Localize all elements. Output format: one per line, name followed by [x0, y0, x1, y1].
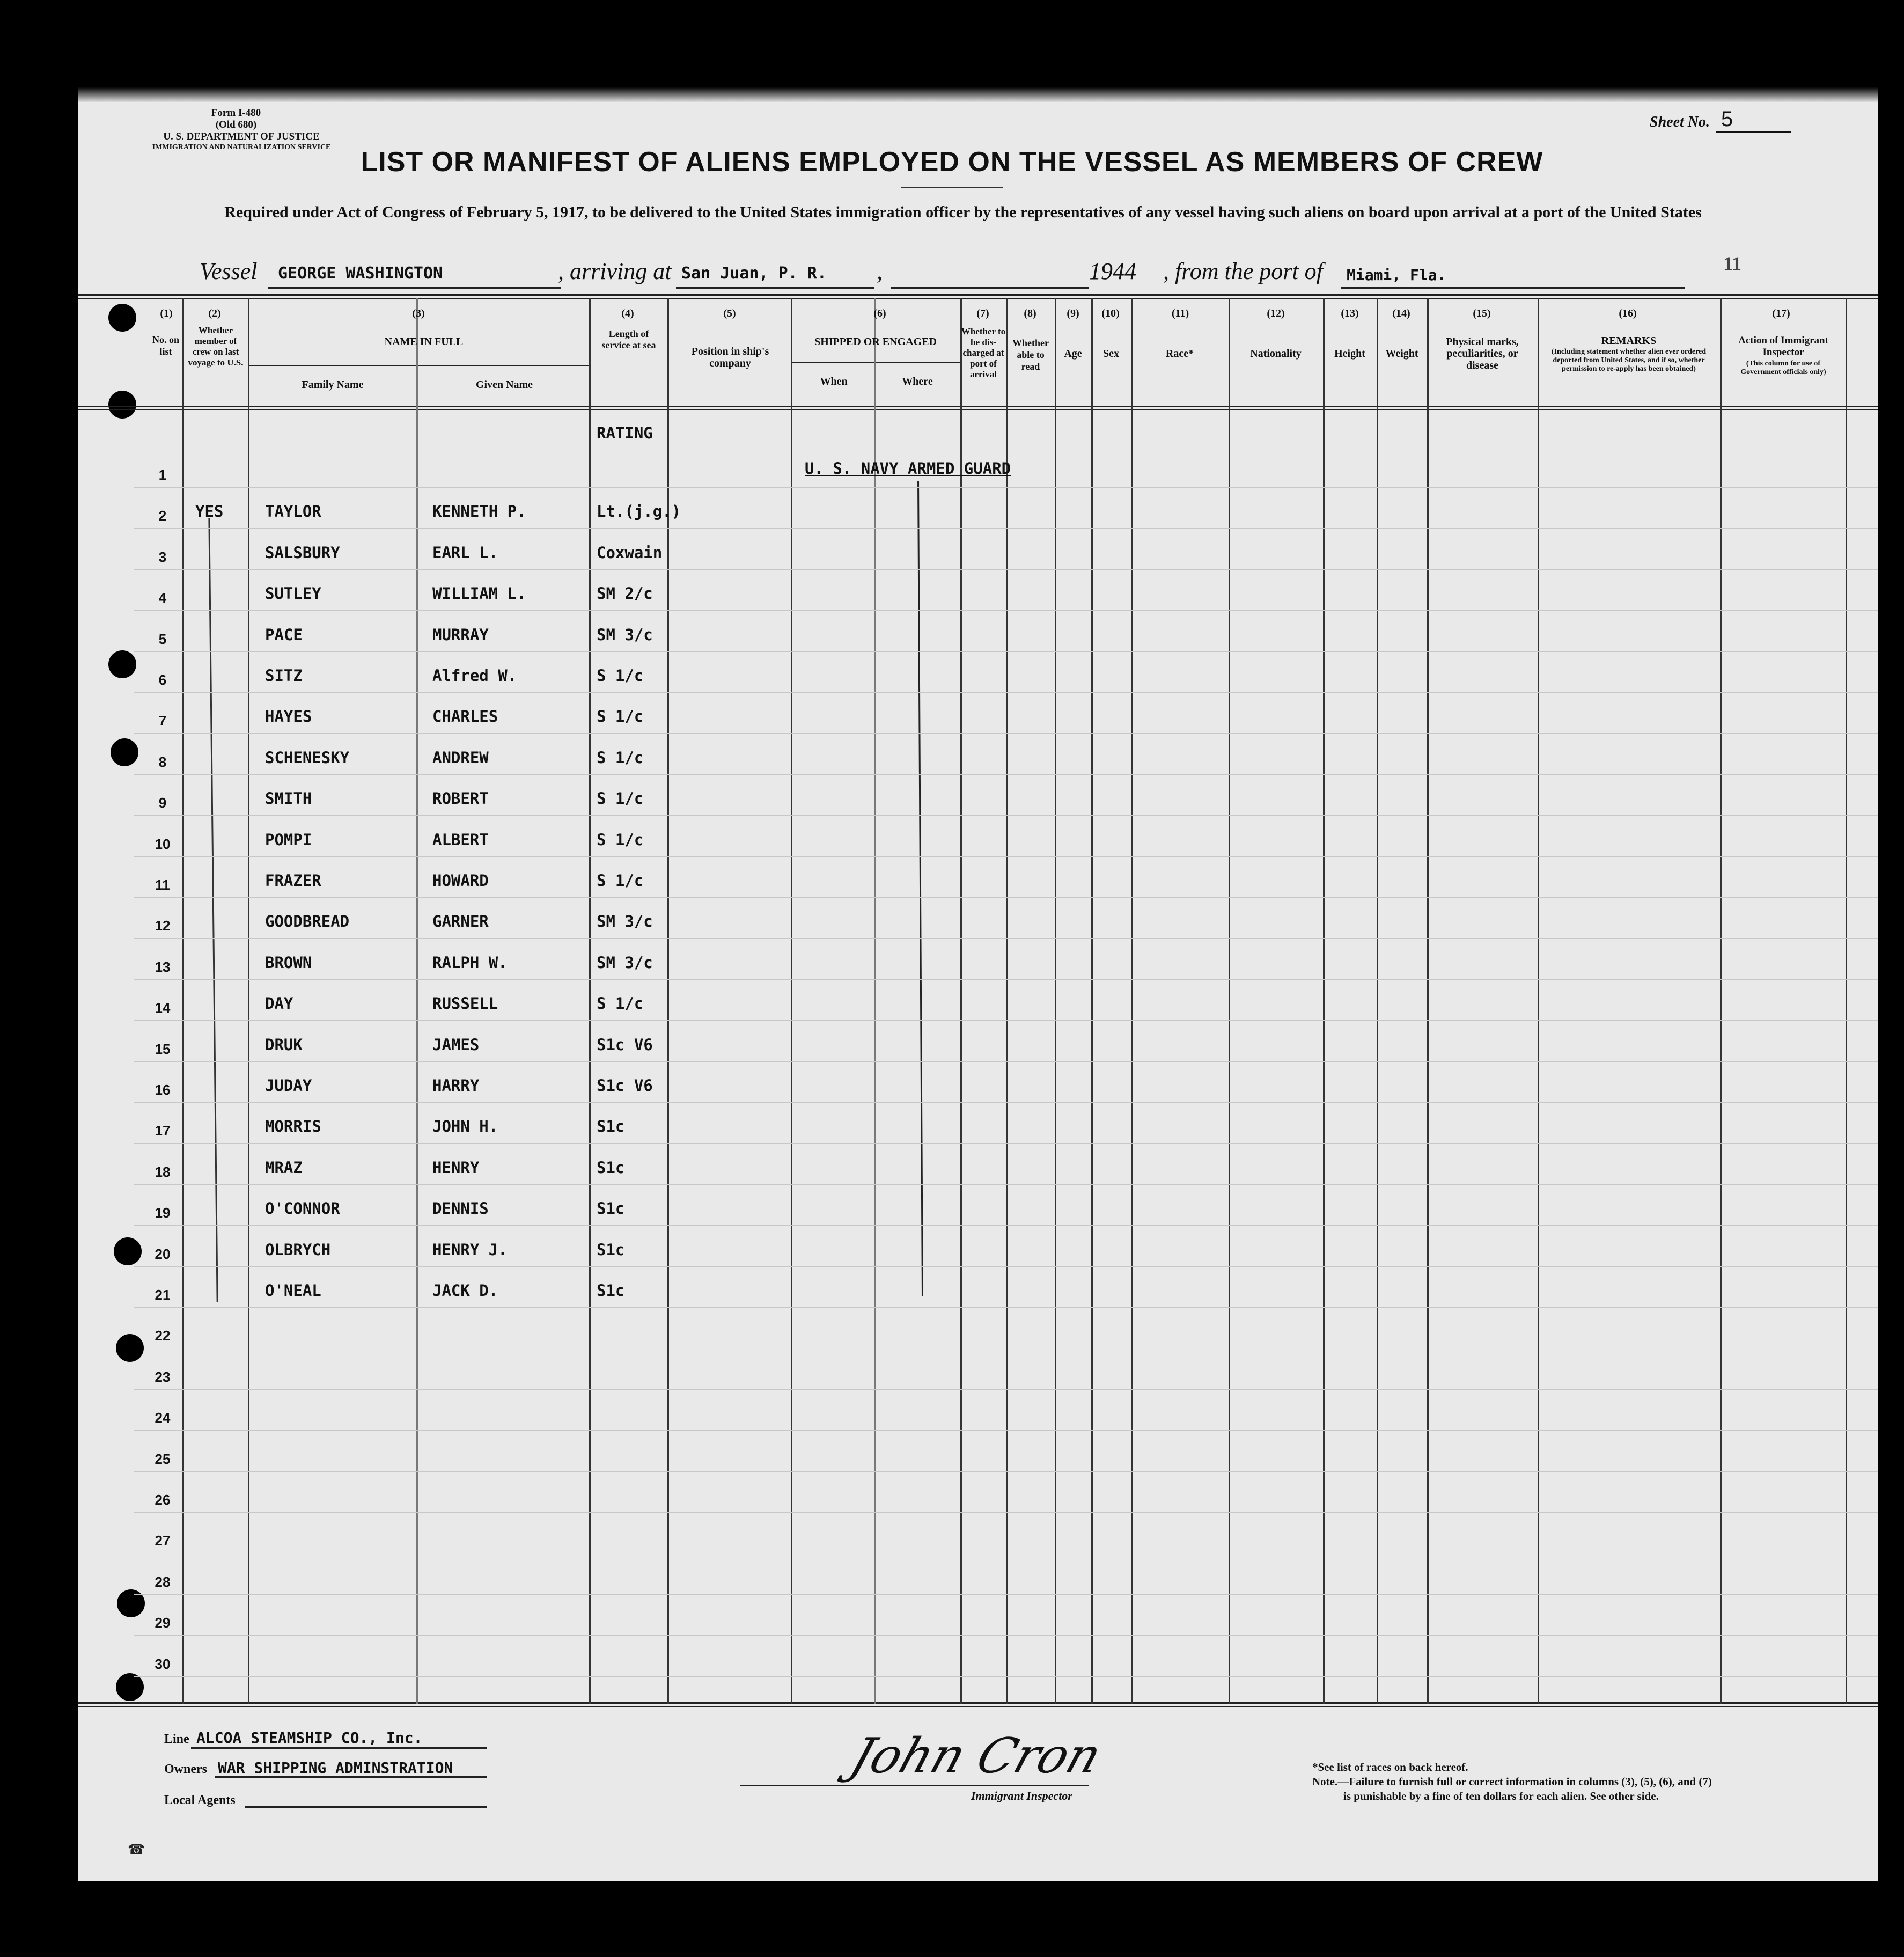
col-header-position: Position in ship's company	[691, 346, 769, 369]
col-header-where: Where	[902, 376, 933, 387]
col-divider	[960, 298, 962, 1704]
given-name-cell: DENNIS	[432, 1199, 489, 1218]
given-name-cell: HOWARD	[432, 871, 489, 890]
row-rule	[134, 733, 1878, 734]
row-number: 5	[158, 631, 167, 647]
department-name: U. S. DEPARTMENT OF JUSTICE	[163, 131, 320, 142]
given-name-cell: GARNER	[432, 912, 489, 930]
col-divider	[1091, 298, 1093, 1704]
row-rule	[134, 528, 1878, 529]
family-name-cell: O'CONNOR	[265, 1199, 340, 1218]
given-name-cell: HENRY	[432, 1159, 480, 1177]
row-number: 3	[158, 549, 167, 565]
rating-cell: Lt.(j.g.)	[597, 502, 681, 521]
row-rule	[134, 897, 1878, 898]
row-number: 30	[155, 1656, 171, 1672]
form-subtitle: Required under Act of Congress of February 5, 1917, to be delivered to the United States immigration officer by the representatives of any vessel having such aliens on board upon arrival at a port of the United States	[224, 203, 1702, 221]
row-number: 18	[155, 1164, 171, 1180]
given-name-cell: Alfred W.	[432, 666, 517, 685]
row-rule	[134, 856, 1878, 857]
col-header-no: No. on list	[152, 334, 179, 357]
col-num-11: (11)	[1171, 307, 1189, 319]
rating-cell: S1c	[597, 1159, 625, 1177]
row-rule	[134, 1307, 1878, 1308]
row-number: 16	[155, 1082, 171, 1098]
binder-hole	[114, 1237, 142, 1265]
col-num-9: (9)	[1067, 307, 1079, 319]
year-value: 1944	[1089, 258, 1136, 284]
col-num-1: (1)	[160, 307, 173, 319]
given-name-cell: KENNETH P.	[432, 502, 526, 521]
rating-cell: SM 2/c	[597, 584, 653, 603]
col-num-14: (14)	[1392, 307, 1410, 319]
family-name-cell: O'NEAL	[265, 1281, 321, 1300]
col-num-7: (7)	[976, 307, 989, 319]
rating-cell: S 1/c	[597, 707, 644, 725]
family-name-cell: DRUK	[265, 1036, 303, 1054]
given-name-cell: RALPH W.	[432, 954, 508, 972]
name-header-rule	[248, 365, 589, 366]
penalty-note-line2: is punishable by a fine of ten dollars for each alien. See other side.	[1343, 1790, 1659, 1802]
row-rule	[134, 815, 1878, 816]
old-form-number: (Old 680)	[215, 119, 257, 130]
service-name: IMMIGRATION AND NATURALIZATION SERVICE	[152, 143, 331, 151]
row-number: 23	[155, 1369, 171, 1385]
from-label: , from the port of	[1163, 258, 1323, 284]
col-divider	[791, 298, 792, 1704]
rating-cell: S 1/c	[597, 871, 644, 890]
family-name-cell: SMITH	[265, 789, 312, 808]
row-number: 17	[155, 1123, 171, 1139]
family-name-cell: PACE	[265, 626, 303, 644]
rating-cell: SM 3/c	[597, 626, 653, 644]
col-header-race: Race*	[1165, 348, 1194, 360]
col-divider	[1846, 298, 1847, 1704]
col-header-remarks: REMARKS	[1601, 335, 1657, 347]
family-name-cell: MRAZ	[265, 1159, 303, 1177]
rating-cell: S1c	[597, 1117, 625, 1135]
rating-cell: S1c V6	[597, 1076, 653, 1095]
col-divider	[1055, 298, 1056, 1704]
line-label: Line	[164, 1732, 189, 1746]
row-number: 24	[155, 1410, 171, 1426]
row-number: 1	[158, 467, 167, 483]
given-name-cell: ANDREW	[432, 749, 489, 767]
given-name-cell: JACK D.	[432, 1281, 498, 1300]
row-number: 13	[155, 959, 171, 975]
family-name-cell: FRAZER	[265, 871, 321, 890]
family-name-cell: SCHENESKY	[265, 749, 350, 767]
col-num-16: (16)	[1619, 307, 1637, 319]
row-rule	[134, 774, 1878, 775]
arriving-label: , arriving at	[558, 258, 672, 284]
col-header-height: Height	[1334, 348, 1365, 360]
row-rule	[134, 1184, 1878, 1185]
col-num-13: (13)	[1341, 307, 1359, 319]
given-name-cell: EARL L.	[432, 544, 498, 562]
agents-label: Local Agents	[164, 1793, 236, 1807]
row-number: 25	[155, 1451, 171, 1467]
col-num-17: (17)	[1772, 307, 1790, 319]
row-rule	[134, 610, 1878, 611]
given-name-cell: MURRAY	[432, 626, 489, 644]
family-name-cell: SALSBURY	[265, 544, 340, 562]
inspector-label: Immigrant Inspector	[971, 1789, 1072, 1802]
row-rule	[134, 487, 1878, 488]
row-rule	[134, 1430, 1878, 1431]
col-num-5: (5)	[723, 307, 736, 319]
form-number: Form I-480	[211, 107, 261, 119]
family-name-cell: MORRIS	[265, 1117, 321, 1135]
comma-sep: ,	[877, 258, 883, 284]
row-rule	[134, 979, 1878, 980]
col-num-10: (10)	[1101, 307, 1120, 319]
col-header-inspector: Action of Immigrant Inspector	[1738, 335, 1828, 358]
rating-cell: SM 3/c	[597, 912, 653, 930]
col-header-nationality: Nationality	[1250, 348, 1302, 360]
col-divider	[416, 298, 418, 1704]
col-divider	[1323, 298, 1325, 1704]
col-divider	[1720, 298, 1722, 1704]
given-name-cell: RUSSELL	[432, 994, 498, 1013]
line-underline	[191, 1747, 487, 1749]
row-rule	[134, 1020, 1878, 1021]
inspector-signature: John Cron	[843, 1728, 1108, 1784]
vessel-label: Vessel	[200, 258, 258, 284]
row-rule	[134, 1471, 1878, 1472]
family-name-cell: POMPI	[265, 831, 312, 849]
row-rule	[134, 1676, 1878, 1677]
col-header-read: Whether able to read	[1012, 338, 1049, 372]
rating-cell: S1c	[597, 1241, 625, 1259]
col-divider	[1377, 298, 1378, 1704]
col-num-12: (12)	[1267, 307, 1285, 319]
row-rule	[134, 1266, 1878, 1267]
row-number: 11	[155, 877, 170, 893]
col-num-4: (4)	[621, 307, 634, 319]
given-name-cell: JOHN H.	[432, 1117, 498, 1135]
family-name-cell: GOODBREAD	[265, 912, 350, 930]
row-rule	[134, 1225, 1878, 1226]
row-rule	[134, 692, 1878, 693]
corner-mark: 11	[1723, 253, 1742, 274]
row-number: 19	[155, 1205, 171, 1221]
table-top-rule	[78, 294, 1878, 296]
family-name-cell: SUTLEY	[265, 584, 321, 603]
form-title: LIST OR MANIFEST OF ALIENS EMPLOYED ON THE VESSEL AS MEMBERS OF CREW	[361, 146, 1543, 178]
col-num-3: (3)	[412, 307, 425, 319]
signature-underline	[740, 1785, 1089, 1786]
rating-cell: SM 3/c	[597, 954, 653, 972]
row-number: 26	[155, 1492, 171, 1508]
family-name-cell: HAYES	[265, 707, 312, 725]
row-number: 22	[155, 1328, 171, 1344]
family-name-cell: JUDAY	[265, 1076, 312, 1095]
col-num-8: (8)	[1024, 307, 1036, 319]
yes-mark: YES	[195, 502, 224, 521]
owners-underline	[215, 1776, 487, 1778]
col-header-service: Length of service at sea	[601, 328, 656, 350]
col-header-discharged: Whether to be dis-charged at port of arrival	[961, 326, 1006, 379]
row-number: 6	[158, 672, 167, 688]
col-divider	[589, 298, 591, 1704]
vessel-name: GEORGE WASHINGTON	[278, 264, 443, 283]
from-port: Miami, Fla.	[1347, 266, 1446, 284]
col-divider	[1006, 298, 1008, 1704]
title-rule	[901, 187, 1003, 188]
col-divider	[1131, 298, 1133, 1704]
given-name-cell: ALBERT	[432, 831, 489, 849]
col-num-15: (15)	[1473, 307, 1491, 319]
given-name-cell: WILLIAM L.	[432, 584, 526, 603]
col-header-weight: Weight	[1385, 348, 1418, 360]
family-name-cell: BROWN	[265, 954, 312, 972]
rating-cell: S 1/c	[597, 994, 644, 1013]
row-rule	[134, 1512, 1878, 1513]
col-header-when: When	[820, 376, 848, 387]
col-header-sex: Sex	[1103, 348, 1119, 360]
row-rule	[134, 938, 1878, 939]
telephone-icon: ☎	[128, 1842, 145, 1858]
col-header-inspector-note: (This column for use of Government officials only)	[1740, 360, 1826, 376]
table-bottom-rule-2	[78, 1706, 1878, 1707]
row-number: 10	[155, 836, 171, 852]
from-underline	[1341, 287, 1685, 289]
row-number: 9	[158, 795, 167, 811]
row-number: 28	[155, 1574, 171, 1590]
col-header-age: Age	[1064, 348, 1082, 360]
row-number: 20	[155, 1246, 171, 1262]
rating-header: RATING	[597, 424, 653, 442]
arriving-underline	[676, 287, 874, 289]
unit-label: U. S. NAVY ARMED GUARD	[805, 459, 1011, 478]
penalty-note-line1: Note.—Failure to furnish full or correct information in columns (3), (5), (6), and (7)	[1312, 1775, 1712, 1788]
line-value: ALCOA STEAMSHIP CO., Inc.	[196, 1729, 423, 1747]
row-number: 4	[158, 590, 167, 606]
row-rule	[134, 651, 1878, 652]
row-rule	[134, 1061, 1878, 1062]
row-number: 15	[155, 1041, 171, 1057]
given-name-cell: ROBERT	[432, 789, 489, 808]
col-num-2: (2)	[208, 307, 221, 319]
col-header-given-name: Given Name	[475, 379, 533, 391]
rating-cell: S 1/c	[597, 666, 644, 685]
col-num-6: (6)	[873, 307, 886, 319]
row-rule	[134, 1635, 1878, 1636]
rating-cell: S 1/c	[597, 749, 644, 767]
given-name-cell: HARRY	[432, 1076, 480, 1095]
sheet-number-label: Sheet No.	[1650, 114, 1710, 130]
sheet-number-value: 5	[1716, 107, 1791, 133]
col-header-member: Whether member of crew on last voyage to U.S.	[188, 325, 244, 368]
rating-cell: S1c	[597, 1199, 625, 1218]
vessel-underline	[268, 287, 561, 289]
given-name-cell: JAMES	[432, 1036, 480, 1054]
col-divider	[182, 298, 184, 1704]
row-rule	[134, 1389, 1878, 1390]
col-divider	[874, 298, 876, 1704]
date-underline	[891, 287, 1089, 289]
binder-hole	[116, 1673, 144, 1701]
rating-cell: Coxwain	[597, 544, 663, 562]
binder-hole	[108, 391, 136, 419]
row-number: 12	[155, 918, 171, 934]
family-name-cell: TAYLOR	[265, 502, 321, 521]
row-number: 8	[158, 754, 167, 770]
col-divider	[1538, 298, 1539, 1704]
row-rule	[134, 1102, 1878, 1103]
rating-cell: S1c	[597, 1281, 625, 1300]
row-rule	[134, 1143, 1878, 1144]
given-name-cell: CHARLES	[432, 707, 498, 725]
table-bottom-rule	[78, 1702, 1878, 1704]
family-name-cell: OLBRYCH	[265, 1241, 331, 1259]
col-divider	[1427, 298, 1429, 1704]
row-number: 7	[158, 713, 167, 729]
row-rule	[134, 569, 1878, 570]
owners-value: WAR SHIPPING ADMINSTRATION	[218, 1759, 453, 1777]
row-number: 27	[155, 1533, 171, 1549]
family-name-cell: DAY	[265, 994, 293, 1013]
col-header-physical: Physical marks, peculiarities, or disease	[1446, 336, 1519, 371]
row-number: 29	[155, 1615, 171, 1631]
binder-hole	[108, 304, 136, 332]
arriving-port: San Juan, P. R.	[681, 264, 827, 283]
binder-hole	[108, 650, 136, 678]
row-number: 2	[158, 508, 167, 524]
binder-hole	[111, 738, 138, 766]
torn-top-edge	[78, 80, 1878, 102]
rating-cell: S 1/c	[597, 831, 644, 849]
binder-hole	[117, 1589, 145, 1617]
col-divider	[1229, 298, 1230, 1704]
rating-cell: S1c V6	[597, 1036, 653, 1054]
given-name-cell: HENRY J.	[432, 1241, 508, 1259]
header-bottom-rule-2	[78, 409, 1878, 410]
agents-underline	[245, 1806, 487, 1808]
row-number: 14	[155, 1000, 171, 1016]
col-header-remarks-note: (Including statement whether alien ever ordered deported from United States, and if so, whether permission to re-apply has been obtained)	[1551, 348, 1707, 373]
row-number: 21	[155, 1287, 171, 1303]
col-header-name: NAME IN FULL	[384, 336, 464, 348]
table-top-rule-2	[78, 298, 1878, 299]
owners-label: Owners	[164, 1762, 207, 1776]
family-name-cell: SITZ	[265, 666, 303, 685]
races-note: *See list of races on back hereof.	[1312, 1761, 1468, 1773]
header-bottom-rule	[78, 406, 1878, 407]
row-rule	[134, 1594, 1878, 1595]
col-header-shipped: SHIPPED OR ENGAGED	[814, 336, 937, 348]
col-divider	[248, 298, 249, 1704]
col-header-family-name: Family Name	[302, 379, 364, 391]
rating-cell: S 1/c	[597, 789, 644, 808]
